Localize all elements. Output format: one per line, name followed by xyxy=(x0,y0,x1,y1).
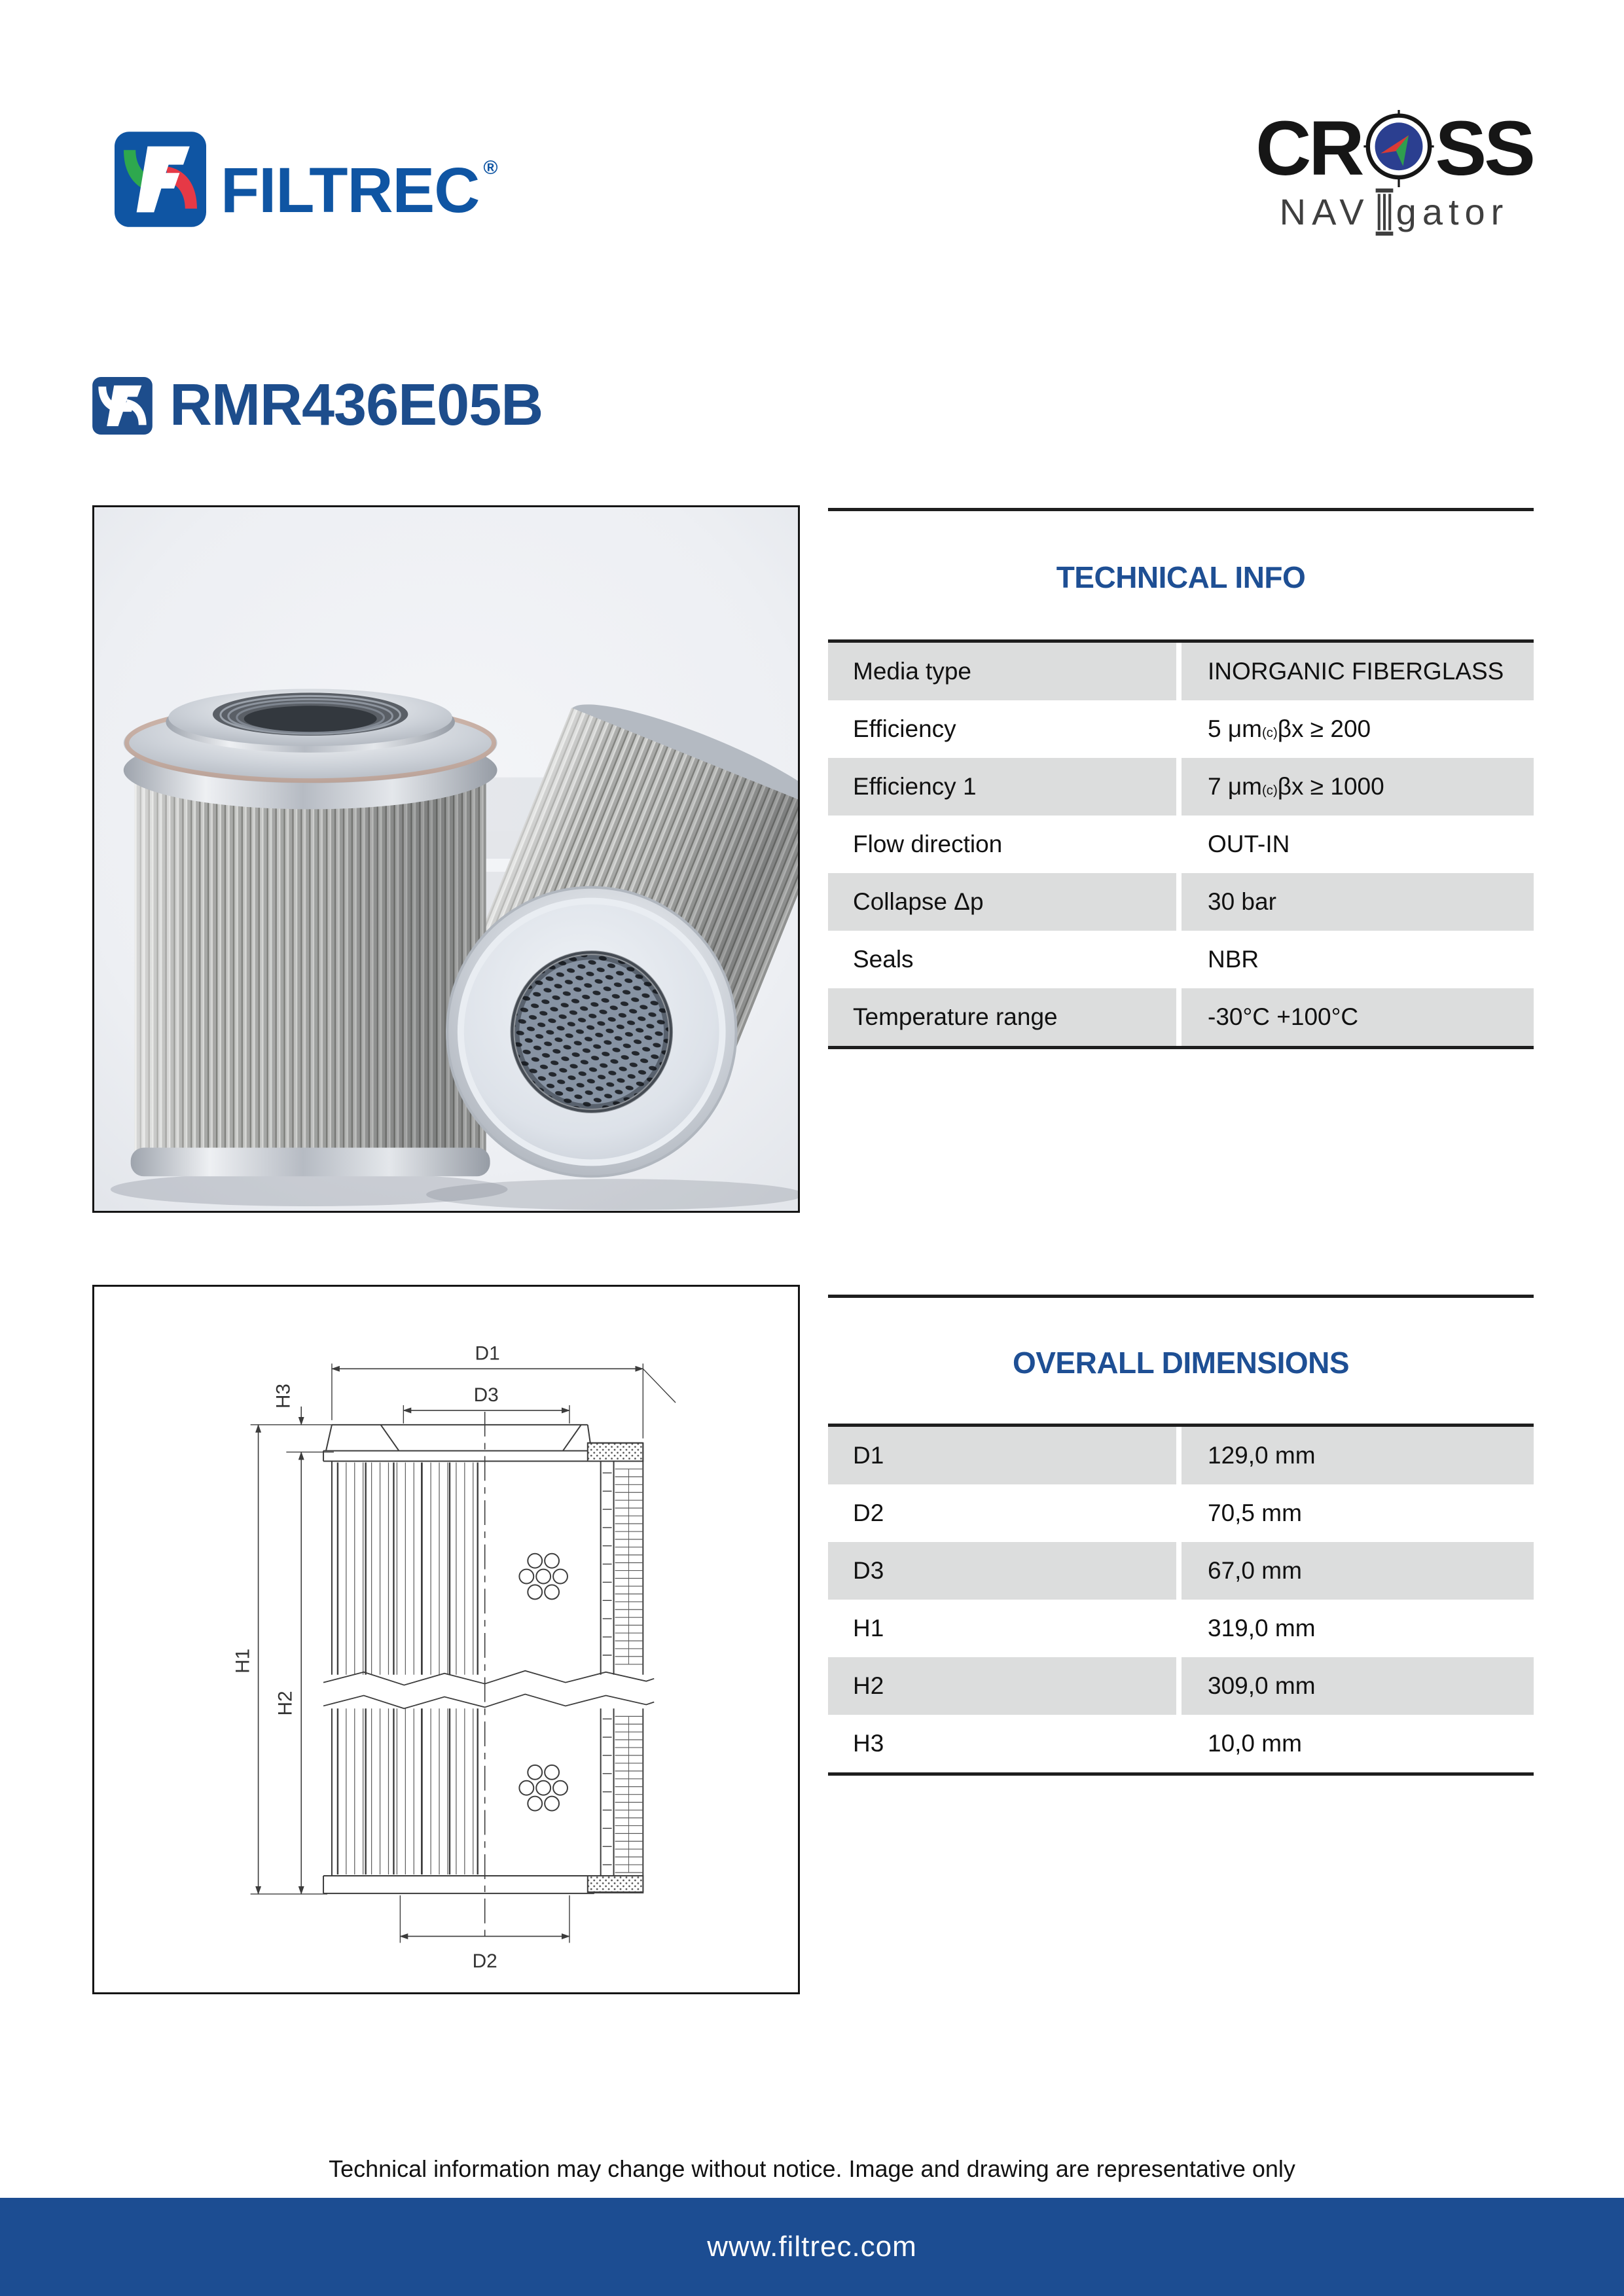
row-value: 319,0 mm xyxy=(1208,1615,1316,1641)
table-row xyxy=(828,1600,1534,1657)
row-label: Seals xyxy=(853,946,914,973)
overall-dimensions-title: OVERALL DIMENSIONS xyxy=(1012,1346,1350,1380)
footer-bar xyxy=(0,2198,1624,2296)
technical-drawing-render xyxy=(94,1287,798,1992)
row-label: D2 xyxy=(853,1499,884,1526)
label-h3: H3 xyxy=(272,1384,295,1409)
row-value: -30°C +100°C xyxy=(1182,988,1534,1046)
support-rod-lines xyxy=(338,1463,478,1874)
table-row xyxy=(828,1484,1534,1542)
label-d3: D3 xyxy=(473,1384,499,1407)
upright-filter xyxy=(124,689,497,1176)
technical-info-table xyxy=(828,639,1534,1049)
row-label: Collapse Δp xyxy=(828,873,1176,931)
technical-drawing xyxy=(92,1285,800,1994)
break-lines xyxy=(323,1671,654,1709)
compass-icon xyxy=(1363,110,1434,187)
table-row xyxy=(828,700,1534,758)
overall-dimensions-table xyxy=(828,1424,1534,1776)
label-h2: H2 xyxy=(274,1691,297,1716)
row-label: D3 xyxy=(828,1542,1176,1600)
section-rule xyxy=(828,1295,1534,1298)
cross-navigator-logo xyxy=(1247,105,1542,236)
row-label: H3 xyxy=(853,1730,884,1757)
table-row xyxy=(828,1427,1534,1484)
core-tube xyxy=(601,1462,614,1876)
filtrec-logo-icon xyxy=(115,131,206,228)
product-title-icon xyxy=(92,377,153,435)
technical-info-title: TECHNICAL INFO xyxy=(1056,560,1306,594)
table-row xyxy=(828,1657,1534,1715)
registered-mark: ® xyxy=(483,157,497,179)
table-row xyxy=(828,873,1534,931)
table-row xyxy=(828,931,1534,988)
media-hatch xyxy=(615,1469,643,1873)
row-label: Media type xyxy=(828,643,1176,700)
navigator-text-right: gator xyxy=(1396,191,1509,232)
overall-dimensions-section xyxy=(828,1295,1534,1776)
row-value: 7 μm (c) βx ≥ 1000 xyxy=(1182,758,1534,816)
row-value: 10,0 mm xyxy=(1208,1730,1302,1757)
table-row xyxy=(828,816,1534,873)
product-photo-render xyxy=(94,507,798,1211)
disclaimer-text: Technical information may change without notice. Image and drawing are representative only xyxy=(329,2155,1295,2182)
navigator-text-left: NAV xyxy=(1279,191,1370,232)
filtrec-wordmark: FILTREC ® xyxy=(221,154,497,226)
row-value: OUT-IN xyxy=(1208,831,1290,857)
row-value: 5 μm (c) βx ≥ 200 xyxy=(1208,715,1371,742)
label-h1: H1 xyxy=(232,1648,254,1674)
row-value: 67,0 mm xyxy=(1182,1542,1534,1600)
bypass-holes xyxy=(519,1554,568,1811)
row-value: 129,0 mm xyxy=(1182,1427,1534,1484)
filtrec-logo xyxy=(115,120,497,239)
row-value: 30 bar xyxy=(1182,873,1534,931)
cross-text-right: SS xyxy=(1435,105,1533,192)
label-d2: D2 xyxy=(472,1950,497,1973)
label-d1: D1 xyxy=(475,1342,500,1365)
row-value: INORGANIC FIBERGLASS xyxy=(1182,643,1534,700)
row-label: H2 xyxy=(828,1657,1176,1715)
product-photo xyxy=(92,505,800,1213)
pillar-icon xyxy=(1374,188,1395,236)
row-label: Efficiency xyxy=(853,715,956,742)
table-row xyxy=(828,758,1534,816)
shadow-tilted xyxy=(426,1179,798,1210)
table-row xyxy=(828,643,1534,700)
row-label: Flow direction xyxy=(853,831,1003,857)
dimension-lines xyxy=(259,1369,643,1936)
table-row xyxy=(828,1715,1534,1772)
product-title-row xyxy=(92,372,543,439)
website-url[interactable]: www.filtrec.com xyxy=(707,2231,917,2263)
cross-text-left: CR xyxy=(1255,105,1362,192)
row-label: Efficiency 1 xyxy=(828,758,1176,816)
row-value: NBR xyxy=(1208,946,1259,973)
product-code: RMR436E05B xyxy=(170,372,543,438)
row-label: Temperature range xyxy=(828,988,1176,1046)
table-row xyxy=(828,988,1534,1046)
technical-info-section xyxy=(828,508,1534,1049)
row-value: 309,0 mm xyxy=(1182,1657,1534,1715)
row-value: 70,5 mm xyxy=(1208,1499,1302,1526)
section-rule xyxy=(828,508,1534,511)
row-label: D1 xyxy=(828,1427,1176,1484)
table-row xyxy=(828,1542,1534,1600)
row-label: H1 xyxy=(853,1615,884,1641)
